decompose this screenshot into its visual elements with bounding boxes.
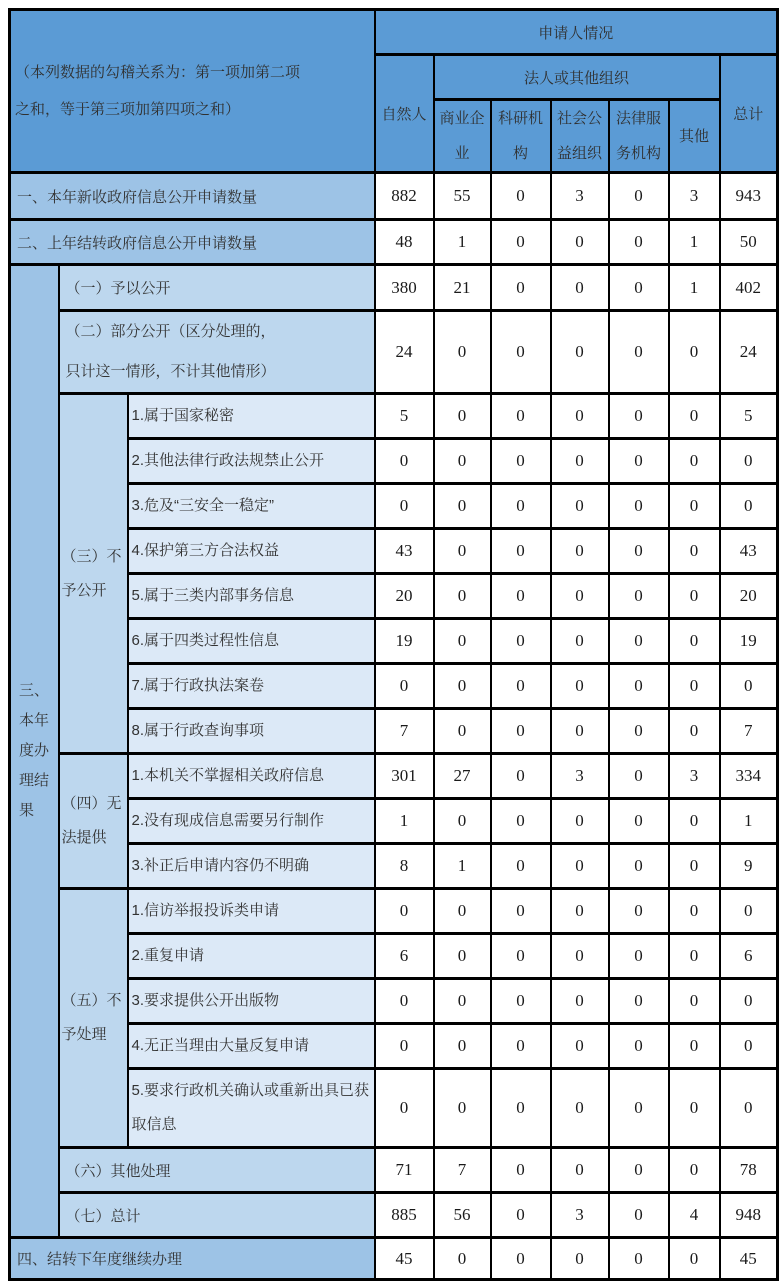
value-cell: 20	[375, 574, 434, 619]
value-cell: 0	[551, 265, 609, 311]
value-cell: 50	[720, 220, 778, 265]
value-cell: 0	[609, 311, 669, 394]
value-cell: 0	[491, 619, 551, 664]
value-cell: 71	[375, 1148, 434, 1193]
row-label: 1.属于国家秘密	[128, 394, 375, 439]
value-cell: 0	[551, 484, 609, 529]
value-cell: 0	[491, 1193, 551, 1238]
col-header-research: 科研机构	[491, 100, 551, 173]
value-cell: 0	[491, 574, 551, 619]
row-label: 5.属于三类内部事务信息	[128, 574, 375, 619]
value-cell: 0	[375, 1024, 434, 1069]
value-cell: 0	[669, 979, 720, 1024]
row-label: 一、本年新收政府信息公开申请数量	[10, 173, 375, 220]
value-cell: 0	[491, 1148, 551, 1193]
value-cell: 4	[669, 1193, 720, 1238]
value-cell: 0	[434, 979, 491, 1024]
value-cell: 0	[609, 1193, 669, 1238]
value-cell: 0	[491, 889, 551, 934]
value-cell: 0	[669, 934, 720, 979]
value-cell: 0	[669, 529, 720, 574]
value-cell: 0	[551, 1024, 609, 1069]
value-cell: 45	[375, 1238, 434, 1280]
value-cell: 0	[669, 664, 720, 709]
value-cell: 882	[375, 173, 434, 220]
value-cell: 301	[375, 754, 434, 799]
value-cell: 0	[434, 1238, 491, 1280]
row-label: 4.无正当理由大量反复申请	[128, 1024, 375, 1069]
value-cell: 19	[375, 619, 434, 664]
value-cell: 0	[551, 1238, 609, 1280]
value-cell: 1	[375, 799, 434, 844]
value-cell: 0	[434, 619, 491, 664]
value-cell: 0	[375, 1069, 434, 1148]
value-cell: 0	[669, 1069, 720, 1148]
row-label: （一）予以公开	[59, 265, 375, 311]
value-cell: 0	[609, 574, 669, 619]
value-cell: 0	[609, 619, 669, 664]
value-cell: 0	[434, 889, 491, 934]
value-cell: 5	[720, 394, 778, 439]
value-cell: 0	[491, 934, 551, 979]
value-cell: 1	[434, 844, 491, 889]
value-cell: 0	[491, 979, 551, 1024]
row-label: 6.属于四类过程性信息	[128, 619, 375, 664]
value-cell: 380	[375, 265, 434, 311]
value-cell: 0	[669, 311, 720, 394]
row-label: 5.要求行政机关确认或重新出具已获取信息	[128, 1069, 375, 1148]
value-cell: 402	[720, 265, 778, 311]
value-cell: 20	[720, 574, 778, 619]
row-label: 3.补正后申请内容仍不明确	[128, 844, 375, 889]
section3-side-label	[10, 265, 59, 1238]
value-cell: 0	[609, 709, 669, 754]
row-label: 3.危及“三安全一稳定”	[128, 484, 375, 529]
value-cell: 0	[669, 889, 720, 934]
value-cell: 0	[434, 484, 491, 529]
value-cell: 21	[434, 265, 491, 311]
row-label: 8.属于行政查询事项	[128, 709, 375, 754]
value-cell: 0	[434, 1024, 491, 1069]
col-header-social: 社会公益组织	[551, 100, 609, 173]
value-cell: 0	[669, 799, 720, 844]
value-cell: 0	[669, 484, 720, 529]
value-cell: 0	[551, 529, 609, 574]
value-cell: 0	[375, 484, 434, 529]
value-cell: 0	[491, 529, 551, 574]
value-cell: 3	[551, 1193, 609, 1238]
value-cell: 0	[551, 934, 609, 979]
row-label-line2: 只计这一情形，不计其他情形）	[65, 363, 276, 380]
group-label-no-disclosure: （三）不予公开	[59, 394, 128, 754]
value-cell: 7	[375, 709, 434, 754]
value-cell: 0	[609, 173, 669, 220]
value-cell: 0	[491, 709, 551, 754]
row-label: 3.要求提供公开出版物	[128, 979, 375, 1024]
value-cell: 0	[434, 664, 491, 709]
row-label: 1.信访举报投诉类申请	[128, 889, 375, 934]
value-cell: 48	[375, 220, 434, 265]
value-cell: 7	[434, 1148, 491, 1193]
value-cell: 0	[609, 979, 669, 1024]
value-cell: 0	[609, 394, 669, 439]
value-cell: 55	[434, 173, 491, 220]
value-cell: 1	[669, 265, 720, 311]
value-cell: 1	[434, 220, 491, 265]
group-label-not-processed: （五）不予处理	[59, 889, 128, 1148]
value-cell: 56	[434, 1193, 491, 1238]
value-cell: 0	[434, 394, 491, 439]
value-cell: 27	[434, 754, 491, 799]
value-cell: 0	[609, 220, 669, 265]
row-label: 2.重复申请	[128, 934, 375, 979]
value-cell: 0	[551, 664, 609, 709]
value-cell: 334	[720, 754, 778, 799]
value-cell: 0	[375, 664, 434, 709]
value-cell: 0	[669, 619, 720, 664]
value-cell: 0	[609, 799, 669, 844]
checksum-note-line2: 之和，等于第三项加第四项之和）	[15, 101, 241, 118]
group-label-unable-to-provide: （四）无法提供	[59, 754, 128, 889]
row-label: （六）其他处理	[59, 1148, 375, 1193]
value-cell: 0	[609, 1238, 669, 1280]
value-cell: 0	[491, 844, 551, 889]
value-cell: 1	[669, 220, 720, 265]
value-cell: 948	[720, 1193, 778, 1238]
col-group-legal-entities: 法人或其他组织	[434, 55, 720, 100]
row-label: 4.保护第三方合法权益	[128, 529, 375, 574]
value-cell: 0	[375, 979, 434, 1024]
col-header-business: 商业企业	[434, 100, 491, 173]
value-cell: 0	[609, 265, 669, 311]
col-header-total: 总计	[720, 55, 778, 173]
value-cell: 0	[551, 799, 609, 844]
value-cell: 0	[551, 889, 609, 934]
value-cell: 78	[720, 1148, 778, 1193]
value-cell: 0	[609, 934, 669, 979]
value-cell: 0	[491, 1238, 551, 1280]
value-cell: 0	[434, 439, 491, 484]
value-cell: 6	[375, 934, 434, 979]
value-cell: 0	[609, 1069, 669, 1148]
value-cell: 0	[551, 394, 609, 439]
value-cell: 0	[669, 574, 720, 619]
value-cell: 0	[491, 1024, 551, 1069]
value-cell: 24	[720, 311, 778, 394]
value-cell: 0	[551, 311, 609, 394]
value-cell: 0	[720, 664, 778, 709]
value-cell: 0	[491, 220, 551, 265]
value-cell: 0	[491, 664, 551, 709]
value-cell: 0	[491, 754, 551, 799]
row-label	[59, 311, 375, 394]
value-cell: 0	[669, 394, 720, 439]
value-cell: 0	[551, 439, 609, 484]
value-cell: 0	[669, 844, 720, 889]
value-cell: 0	[669, 1148, 720, 1193]
value-cell: 0	[491, 1069, 551, 1148]
value-cell: 0	[434, 709, 491, 754]
value-cell: 0	[669, 709, 720, 754]
value-cell: 5	[375, 394, 434, 439]
value-cell: 0	[609, 1148, 669, 1193]
value-cell: 7	[720, 709, 778, 754]
value-cell: 0	[720, 889, 778, 934]
value-cell: 885	[375, 1193, 434, 1238]
value-cell: 3	[669, 754, 720, 799]
value-cell: 0	[491, 484, 551, 529]
value-cell: 0	[491, 311, 551, 394]
col-header-other: 其他	[669, 100, 720, 173]
value-cell: 0	[669, 439, 720, 484]
value-cell: 0	[609, 484, 669, 529]
value-cell: 943	[720, 173, 778, 220]
value-cell: 43	[375, 529, 434, 574]
value-cell: 0	[491, 173, 551, 220]
gov-info-disclosure-table	[8, 8, 779, 1281]
value-cell: 0	[551, 844, 609, 889]
value-cell: 0	[551, 979, 609, 1024]
value-cell: 0	[375, 889, 434, 934]
value-cell: 3	[551, 754, 609, 799]
value-cell: 0	[720, 1024, 778, 1069]
value-cell: 6	[720, 934, 778, 979]
value-cell: 0	[491, 799, 551, 844]
col-header-legal-service: 法律服务机构	[609, 100, 669, 173]
value-cell: 0	[609, 754, 669, 799]
row-label: 1.本机关不掌握相关政府信息	[128, 754, 375, 799]
value-cell: 0	[491, 394, 551, 439]
col-group-applicant: 申请人情况	[375, 10, 778, 55]
value-cell: 0	[434, 311, 491, 394]
value-cell: 0	[609, 889, 669, 934]
value-cell: 9	[720, 844, 778, 889]
value-cell: 3	[669, 173, 720, 220]
value-cell: 0	[551, 709, 609, 754]
value-cell: 0	[434, 799, 491, 844]
value-cell: 0	[551, 220, 609, 265]
row-label: 2.没有现成信息需要另行制作	[128, 799, 375, 844]
value-cell: 0	[551, 1069, 609, 1148]
value-cell: 0	[720, 979, 778, 1024]
value-cell: 43	[720, 529, 778, 574]
value-cell: 0	[434, 574, 491, 619]
value-cell: 0	[434, 1069, 491, 1148]
row-label: 2.其他法律行政法规禁止公开	[128, 439, 375, 484]
value-cell: 0	[551, 1148, 609, 1193]
value-cell: 0	[669, 1238, 720, 1280]
value-cell: 0	[609, 529, 669, 574]
value-cell: 0	[609, 844, 669, 889]
value-cell: 0	[720, 1069, 778, 1148]
row-label: （七）总计	[59, 1193, 375, 1238]
value-cell: 0	[375, 439, 434, 484]
row-label-line1: （二）部分公开（区分处理的，	[65, 323, 276, 340]
checksum-note	[10, 10, 375, 173]
value-cell: 0	[609, 439, 669, 484]
value-cell: 0	[551, 574, 609, 619]
section3-side-label-text: 三、本年度办理结果	[19, 682, 50, 819]
value-cell: 24	[375, 311, 434, 394]
col-header-natural-person: 自然人	[375, 55, 434, 173]
value-cell: 0	[669, 1024, 720, 1069]
value-cell: 19	[720, 619, 778, 664]
row-label: 四、结转下年度继续办理	[10, 1238, 375, 1280]
value-cell: 0	[720, 439, 778, 484]
value-cell: 8	[375, 844, 434, 889]
value-cell: 0	[491, 439, 551, 484]
row-label: 二、上年结转政府信息公开申请数量	[10, 220, 375, 265]
value-cell: 0	[434, 934, 491, 979]
value-cell: 0	[720, 484, 778, 529]
value-cell: 1	[720, 799, 778, 844]
value-cell: 0	[609, 664, 669, 709]
value-cell: 45	[720, 1238, 778, 1280]
value-cell: 0	[491, 265, 551, 311]
row-label: 7.属于行政执法案卷	[128, 664, 375, 709]
value-cell: 0	[434, 529, 491, 574]
checksum-note-line1: （本列数据的勾稽关系为：第一项加第二项	[15, 64, 301, 81]
value-cell: 0	[609, 1024, 669, 1069]
value-cell: 0	[551, 619, 609, 664]
value-cell: 3	[551, 173, 609, 220]
